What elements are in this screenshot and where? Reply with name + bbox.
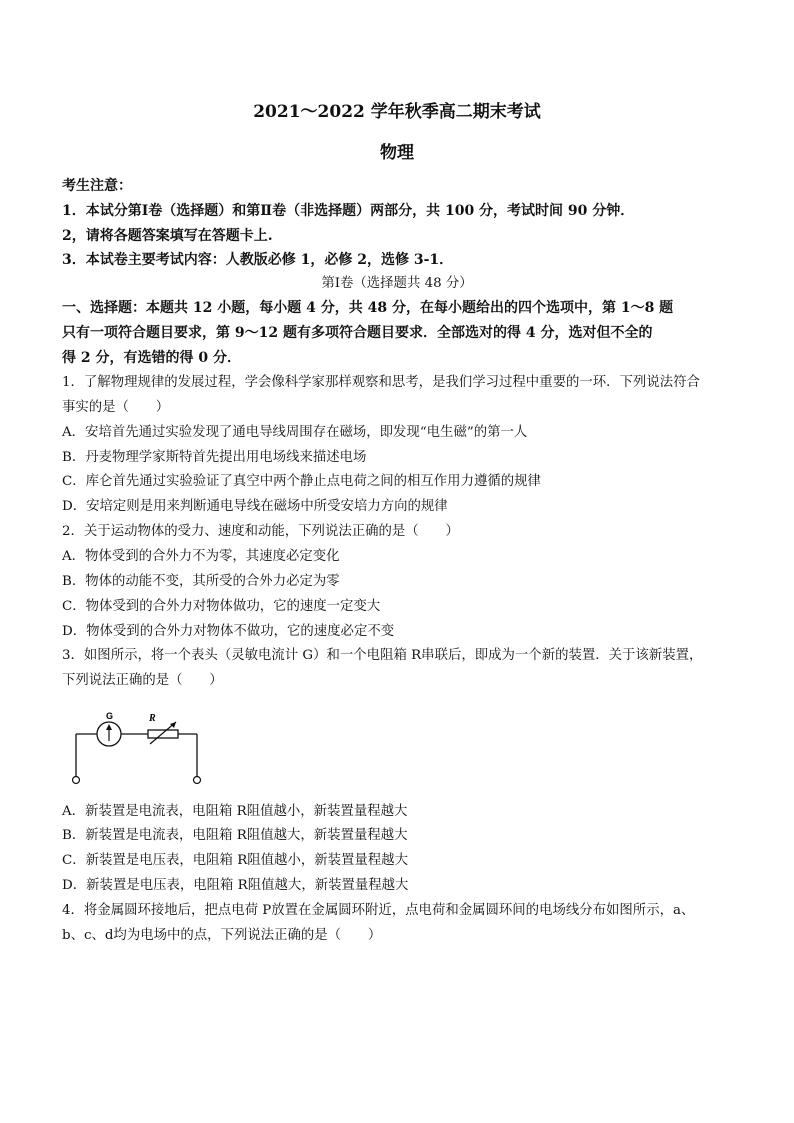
q4-stem-line-2: b、c、d均为电场中的点，下列说法正确的是（ ） [62,928,382,943]
q3-option-b: B．新装置是电流表，电阻箱 R阻值越大，新装置量程越大 [62,828,408,843]
q2-stem: 2．关于运动物体的受力、速度和动能，下列说法正确的是（ ） [62,524,459,539]
q1-option-c: C．库仑首先通过实验验证了真空中两个静止点电荷之间的相互作用力遵循的规律 [62,474,541,489]
q1-option-a: A．安培首先通过实验发现了通电导线周围存在磁场，即发现“电生磁”的第一人 [62,425,528,440]
q4-stem-line-1: 4．将金属圆环接地后，把点电荷 P放置在金属圆环附近，点电荷和金属圆环间的电场线分布如图所示，a、 [62,903,695,918]
q1-stem-line-2: 事实的是（ ） [62,400,170,415]
q3-circuit-figure [66,708,216,788]
q1-option-b: B．丹麦物理学家斯特首先提出用电场线来描述电场 [62,450,367,465]
q1-stem-line-1: 1．了解物理规律的发展过程，学会像科学家那样观察和思考，是我们学习过程中重要的一环．下列说法符合 [62,375,700,390]
section-instructions-line-2: 只有一项符合题目要求，第 9～12 题有多项符合题目要求．全部选对的得 4 分，选对但不全的 [62,325,653,341]
subject-title: 物理 [380,143,414,163]
q3-option-d: D．新装置是电压表，电阻箱 R阻值越大，新装置量程越大 [62,878,409,893]
q2-option-c: C．物体受到的合外力对物体做功，它的速度一定变大 [62,599,381,614]
resistor-box-icon [148,730,178,738]
q3-stem-line-1: 3．如图所示，将一个表头（灵敏电流计 G）和一个电阻箱 R串联后，即成为一个新的装置．关于该新装置， [62,648,703,663]
exam-title: 2021～2022 学年秋季高二期末考试 [253,102,541,122]
q2-option-d: D．物体受到的合外力对物体不做功，它的速度必定不变 [62,624,395,639]
resistor-label: R [149,713,156,724]
galvanometer-arrow-icon [106,724,112,730]
q3-stem-line-2: 下列说法正确的是（ ） [62,673,223,688]
q2-option-b: B．物体的动能不变，其所受的合外力必定为零 [62,574,340,589]
q2-option-a: A．物体受到的合外力不为零，其速度必定变化 [62,549,340,564]
q1-option-d: D．安培定则是用来判断通电导线在磁场中所受安培力方向的规律 [62,499,448,514]
notice-item-1: 1．本试分第Ⅰ卷（选择题）和第Ⅱ卷（非选择题）两部分，共 100 分，考试时间 90 分钟． [62,203,635,219]
section-instructions-line-3: 得 2 分，有选错的得 0 分． [62,350,241,366]
q3-option-c: C．新装置是电压表，电阻箱 R阻值越小，新装置量程越大 [62,853,408,868]
galvanometer-label: G [106,711,114,721]
q3-option-a: A．新装置是电流表，电阻箱 R阻值越小，新装置量程越大 [62,804,408,819]
notice-item-2: 2，请将各题答案填写在答题卡上. [62,228,273,244]
section-instructions-line-1: 一、选择题：本题共 12 小题，每小题 4 分，共 48 分，在每小题给出的四个选项中，第 1～8 题 [62,300,674,316]
terminal-right-icon [194,777,201,784]
notice-heading: 考生注意： [62,178,132,194]
notice-item-3: 3．本试卷主要考试内容：人教版必修 1，必修 2，选修 3-1． [62,252,454,268]
terminal-left-icon [73,777,80,784]
section-title: 第Ⅰ卷（选择题共 48 分） [321,276,473,291]
